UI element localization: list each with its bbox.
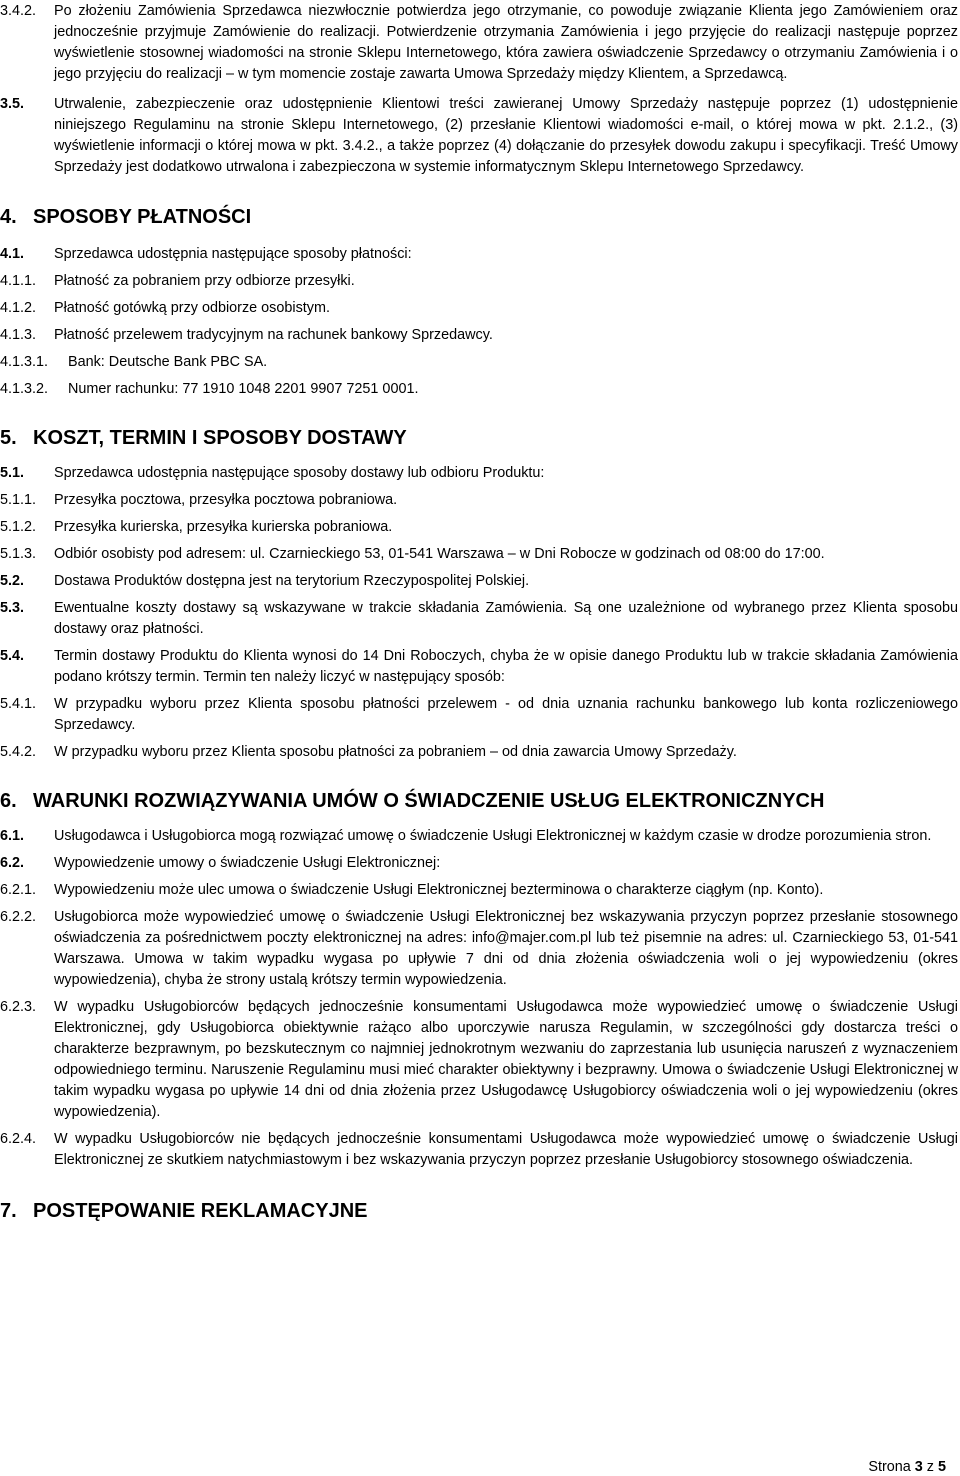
paragraph-text: Bank: Deutsche Bank PBC SA.	[68, 354, 268, 370]
paragraph-number: 5.4.1.	[0, 696, 37, 712]
paragraph-number: 4.1.1.	[0, 273, 37, 289]
paragraph-4-1-2	[0, 298, 958, 319]
paragraph-text: Ewentualne koszty dostawy są wskazywane w trakcie składania Zamówienia. Są one uzależnione od wybranego przez Klienta sposobu dostawy oraz płatności.	[54, 600, 958, 637]
paragraph-text: Utrwalenie, zabezpieczenie oraz udostępnienie Klientowi treści zawieranej Umowy Sprzedaży następuje poprzez (1) udostępnienie niniejszego Regulaminu na stronie Sklepu Internetowego, (2) przesłanie Klientowi wiadomości e-mail, o której mowa w pkt. 2.1.2., (3) wyświetlenie informacji o której mowa w pkt. 3.4.2., a także poprzez (4) dołączanie do przesyłek dowodu zakupu i specyfikacji. Treść Umowy Sprzedaży jest dodatkowo utrwalona i zabezpieczona w systemie informatycznym Sklepu Internetowego Sprzedawcy.	[54, 96, 958, 175]
section-heading-4	[0, 205, 958, 229]
paragraph-5-4	[0, 646, 958, 688]
paragraph-text: Odbiór osobisty pod adresem: ul. Czarnieckiego 53, 01-541 Warszawa – w Dni Robocze w godzinach od 08:00 do 17:00.	[54, 546, 825, 562]
paragraph-text: W wypadku Usługobiorców będących jednocześnie konsumentami Usługodawca może wypowiedzieć umowę o świadczenie Usługi Elektronicznej, gdy Usługobiorca obiektywnie rażąco albo uporczywie narusza Regulamin, w szczególności gdy dostarcza treści o charakterze bezprawnym, po bezskutecznym co najmniej jednokrotnym wezwaniu do zaprzestania lub usunięcia naruszeń z wyznaczeniem odpowiedniego terminu. Naruszenie Regulaminu musi mieć charakter obiektywny i bezprawny. Umowa o świadczenie Usługi Elektronicznej w takim wypadku wygasa po upływie 14 dni od dnia złożenia przez Usługodawcę Usługobiorcy oświadczenia woli o jej wypowiedzeniu (okres wypowiedzenia).	[54, 999, 958, 1120]
section-number: 5.	[0, 427, 17, 449]
paragraph-number: 4.1.2.	[0, 300, 37, 316]
paragraph-text: Przesyłka pocztowa, przesyłka pocztowa pobraniowa.	[54, 492, 398, 508]
paragraph-number: 5.3.	[0, 600, 25, 616]
paragraph-text: Usługobiorca może wypowiedzieć umowę o świadczenie Usługi Elektronicznej bez wskazywania przyczyn poprzez przesłanie stosownego oświadczenia za pośrednictwem poczty elektronicznej na adres: info@majer.com.pl lub też pisemnie na adres: ul. Czarnieckiego 53, 01-541 Warszawa. Umowa w takim wypadku wygasa po upływie 7 dni od dnia złożenia oświadczenia woli o jej wypowiedzeniu (okres wypowiedzenia), chyba że strony ustalą krótszy termin wypowiedzenia.	[54, 909, 958, 988]
paragraph-number: 5.4.2.	[0, 744, 37, 760]
paragraph-number: 6.1.	[0, 828, 25, 844]
paragraph-number: 4.1.	[0, 246, 25, 262]
paragraph-number: 5.4.	[0, 648, 25, 664]
section-heading-6	[0, 789, 958, 813]
paragraph-number: 3.4.2.	[0, 3, 37, 19]
paragraph-text: W przypadku wyboru przez Klienta sposobu płatności przelewem - od dnia uznania rachunku bankowego lub konta rozliczeniowego Sprzedawcy.	[54, 696, 958, 733]
paragraph-number: 6.2.3.	[0, 999, 37, 1015]
section-title: SPOSOBY PŁATNOŚCI	[33, 206, 252, 228]
paragraph-number: 4.1.3.1.	[0, 354, 49, 370]
paragraph-number: 6.2.	[0, 855, 25, 871]
paragraph-text: W wypadku Usługobiorców nie będących jednocześnie konsumentami Usługodawca może wypowiedzieć umowę o świadczenie Usługi Elektronicznej ze skutkiem natychmiastowym i bez wskazywania przyczyn poprzez przesłanie Usługobiorcy stosownego oświadczenia.	[54, 1131, 958, 1168]
paragraph-5-4-2	[0, 742, 958, 763]
paragraph-number: 5.2.	[0, 573, 25, 589]
section-title: WARUNKI ROZWIĄZYWANIA UMÓW O ŚWIADCZENIE USŁUG ELEKTRONICZNYCH	[33, 790, 825, 812]
paragraph-text: Płatność gotówką przy odbiorze osobistym.	[54, 300, 330, 316]
paragraph-6-2-4	[0, 1129, 958, 1171]
paragraph-number: 4.1.3.2.	[0, 381, 49, 397]
paragraph-3-4-2	[0, 1, 958, 85]
paragraph-text: Przesyłka kurierska, przesyłka kurierska pobraniowa.	[54, 519, 393, 535]
paragraph-4-1-3	[0, 325, 958, 346]
paragraph-4-1	[0, 244, 958, 265]
paragraph-text: Płatność za pobraniem przy odbiorze przesyłki.	[54, 273, 355, 289]
paragraph-6-1	[0, 826, 958, 847]
section-title: KOSZT, TERMIN I SPOSOBY DOSTAWY	[33, 427, 407, 449]
paragraph-4-1-1	[0, 271, 958, 292]
paragraph-text: Numer rachunku: 77 1910 1048 2201 9907 7251 0001.	[68, 381, 419, 397]
paragraph-4-1-3-2	[0, 379, 958, 400]
paragraph-number: 5.1.2.	[0, 519, 37, 535]
paragraph-number: 6.2.2.	[0, 909, 37, 925]
paragraph-6-2-1	[0, 880, 958, 901]
paragraph-number: 5.1.3.	[0, 546, 37, 562]
page-label: Strona	[868, 1459, 911, 1475]
paragraph-5-4-1	[0, 694, 958, 736]
paragraph-number: 6.2.4.	[0, 1131, 37, 1147]
paragraph-text: Sprzedawca udostępnia następujące sposoby dostawy lub odbioru Produktu:	[54, 465, 545, 481]
paragraph-5-1-2	[0, 517, 958, 538]
paragraph-number: 3.5.	[0, 96, 25, 112]
paragraph-text: Wypowiedzenie umowy o świadczenie Usługi Elektronicznej:	[54, 855, 441, 871]
paragraph-text: W przypadku wyboru przez Klienta sposobu płatności za pobraniem – od dnia zawarcia Umowy Sprzedaży.	[54, 744, 737, 760]
page-footer	[868, 1458, 946, 1476]
paragraph-text: Termin dostawy Produktu do Klienta wynosi do 14 Dni Roboczych, chyba że w opisie danego Produktu lub w trakcie składania Zamówienia podano krótszy termin. Termin ten należy liczyć w następujący sposób:	[54, 648, 958, 685]
total-pages-number: 5	[937, 1459, 946, 1475]
section-number: 4.	[0, 206, 17, 228]
paragraph-6-2-2	[0, 907, 958, 991]
paragraph-text: Usługodawca i Usługobiorca mogą rozwiązać umowę o świadczenie Usługi Elektronicznej w każdym czasie w drodze porozumienia stron.	[54, 828, 932, 844]
paragraph-number: 5.1.1.	[0, 492, 37, 508]
paragraph-5-2	[0, 571, 958, 592]
paragraph-text: Sprzedawca udostępnia następujące sposoby płatności:	[54, 246, 412, 262]
paragraph-6-2-3	[0, 997, 958, 1123]
paragraph-5-1-3	[0, 544, 958, 565]
paragraph-number: 5.1.	[0, 465, 25, 481]
paragraph-number: 6.2.1.	[0, 882, 37, 898]
paragraph-4-1-3-1	[0, 352, 958, 373]
page-separator: z	[926, 1459, 934, 1475]
paragraph-text: Dostawa Produktów dostępna jest na terytorium Rzeczypospolitej Polskiej.	[54, 573, 530, 589]
section-number: 7.	[0, 1200, 17, 1222]
current-page-number: 3	[914, 1459, 923, 1475]
paragraph-text: Po złożeniu Zamówienia Sprzedawca niezwłocznie potwierdza jego otrzymanie, co powoduje związanie Klienta jego Zamówieniem oraz jednocześnie przyjmuje Zamówienie do realizacji. Potwierdzenie otrzymania Zamówienia i jego przyjęcie do realizacji następuje poprzez wyświetlenie stosownej wiadomości na stronie Sklepu Internetowego, która zawiera oświadczenie Sprzedawcy o otrzymaniu Zamówienia i o jego przyjęciu do realizacji – w tym momencie zostaje zawarta Umowa Sprzedaży między Klientem, a Sprzedawcą.	[54, 3, 958, 82]
section-heading-7	[0, 1199, 958, 1223]
section-heading-5	[0, 426, 958, 450]
paragraph-text: Wypowiedzeniu może ulec umowa o świadczenie Usługi Elektronicznej bezterminowa o charakterze ciągłym (np. Konto).	[54, 882, 824, 898]
paragraph-5-1-1	[0, 490, 958, 511]
section-title: POSTĘPOWANIE REKLAMACYJNE	[33, 1200, 368, 1222]
paragraph-5-1	[0, 463, 958, 484]
paragraph-3-5	[0, 94, 958, 178]
paragraph-text: Płatność przelewem tradycyjnym na rachunek bankowy Sprzedawcy.	[54, 327, 493, 343]
paragraph-5-3	[0, 598, 958, 640]
section-number: 6.	[0, 790, 17, 812]
paragraph-number: 4.1.3.	[0, 327, 37, 343]
paragraph-6-2	[0, 853, 958, 874]
